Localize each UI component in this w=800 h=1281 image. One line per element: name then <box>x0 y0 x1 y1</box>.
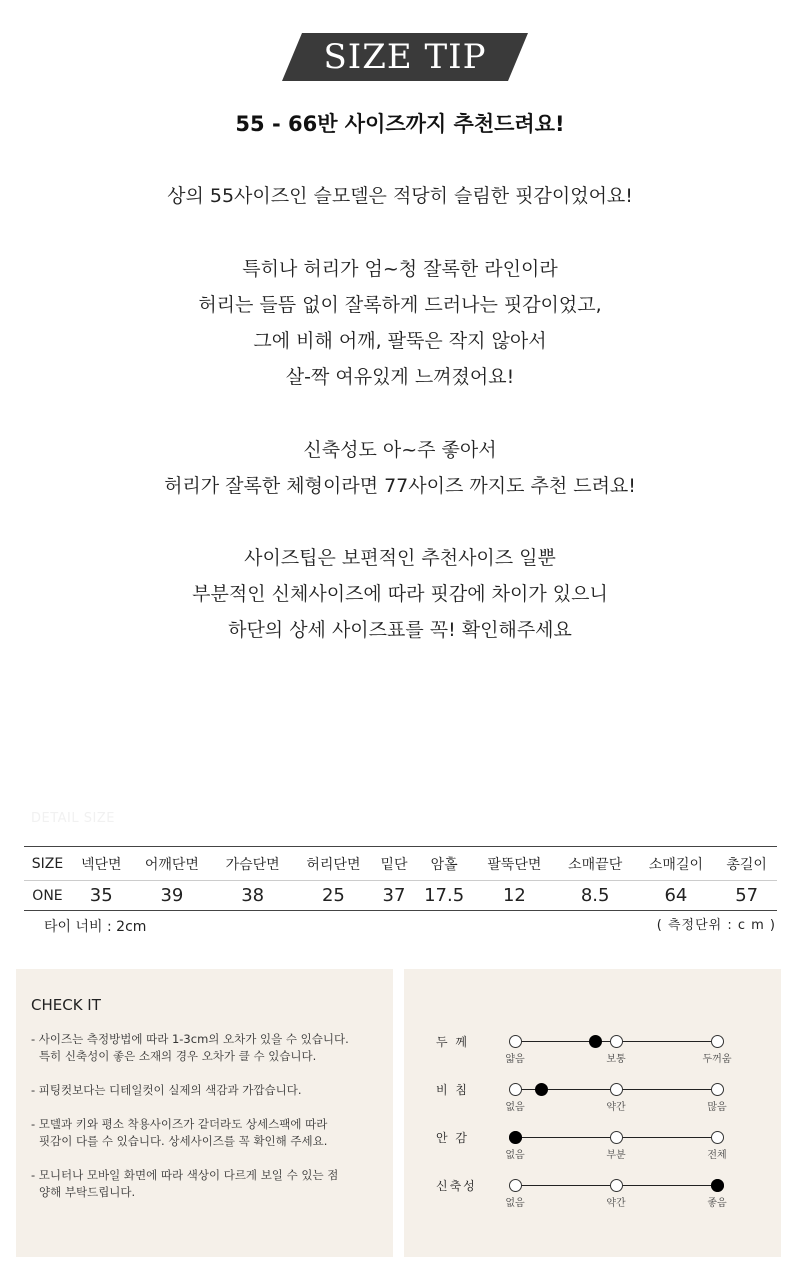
paragraph-line: 부분적인 신체사이즈에 따라 핏감에 차이가 있으니 <box>192 583 608 605</box>
paragraph-line: 상의 55사이즈인 슬모델은 적당히 슬림한 핏감이었어요! <box>167 185 633 207</box>
check-it-item <box>31 1082 381 1099</box>
size-table-header-row <box>24 847 777 881</box>
header-cell: 넥단면 <box>80 856 122 873</box>
check-it-line: - 모델과 키와 평소 착용사이즈가 같더라도 상세스팩에 따라 <box>31 1117 328 1131</box>
header-cell: 밑단 <box>380 856 408 873</box>
paragraph-2 <box>0 251 800 395</box>
fabric-scale-tick-label: 없음 <box>505 1150 525 1161</box>
size-tip-banner <box>282 33 528 81</box>
check-it-item <box>31 1167 381 1201</box>
check-it-line: 핏감이 다를 수 있습니다. 상세사이즈를 꼭 확인해 주세요. <box>39 1134 328 1148</box>
fabric-label-thickness: 두 께 <box>436 1035 469 1049</box>
fabric-scale-stop <box>610 1035 623 1048</box>
fabric-scale-tick-label: 약간 <box>606 1198 626 1209</box>
header-cell: 가슴단면 <box>225 856 280 873</box>
paragraph-line: 사이즈팁은 보편적인 추천사이즈 일뿐 <box>244 547 556 569</box>
tie-width-note: 타이 너비 : 2cm <box>44 919 147 935</box>
fabric-scale-tick-label: 전체 <box>707 1150 727 1161</box>
header-cell: 팔뚝단면 <box>487 856 542 873</box>
table-cell: 39 <box>160 885 184 906</box>
headline: 55 - 66반 사이즈까지 추천드려요! <box>235 112 565 136</box>
table-cell: 38 <box>241 885 265 906</box>
check-it-line: - 피팅컷보다는 디테일컷이 실제의 색감과 가깝습니다. <box>31 1083 302 1097</box>
fabric-scale-stop <box>711 1083 724 1096</box>
paragraph-line: 허리가 잘록한 체형이라면 77사이즈 까지도 추천 드려요! <box>164 475 636 497</box>
fabric-scale-stop <box>711 1131 724 1144</box>
fabric-label-stretch: 신축성 <box>436 1179 477 1193</box>
fabric-scale-tick-label: 약간 <box>606 1102 626 1113</box>
fabric-scale-tick-label: 얇음 <box>505 1054 525 1065</box>
detail-size-label: DETAIL SIZE <box>31 811 115 826</box>
fabric-scale-tick-label: 없음 <box>505 1198 525 1209</box>
paragraph-line: 특히나 허리가 엄~청 잘록한 라인이라 <box>242 258 558 280</box>
fabric-scale-selected-marker <box>509 1131 522 1144</box>
table-row <box>24 881 777 911</box>
banner-title: SIZE TIP <box>323 37 487 77</box>
fabric-label-sheer: 비 침 <box>436 1083 469 1097</box>
header-cell: 어깨단면 <box>144 856 199 873</box>
check-it-line: - 모니터나 모바일 화면에 따라 색상이 다르게 보일 수 있는 점 <box>31 1168 339 1182</box>
paragraph-4 <box>0 540 800 648</box>
paragraph-line: 그에 비해 어깨, 팔뚝은 작지 않아서 <box>253 330 547 352</box>
check-it-line: 양해 부탁드립니다. <box>39 1185 136 1199</box>
check-it-item <box>31 1116 381 1150</box>
paragraph-line: 허리는 들뜸 없이 잘록하게 드러나는 핏감이었고, <box>198 294 602 316</box>
table-cell: 37 <box>382 885 406 906</box>
fabric-scale-stop <box>509 1179 522 1192</box>
table-cell: ONE <box>32 887 63 904</box>
fabric-scale-stop <box>610 1131 623 1144</box>
fabric-scale-stop <box>509 1083 522 1096</box>
fabric-scale-stop <box>509 1035 522 1048</box>
header-cell: SIZE <box>31 855 64 872</box>
table-cell: 17.5 <box>424 885 465 906</box>
fabric-scale-selected-marker <box>589 1035 602 1048</box>
paragraph-line: 하단의 상세 사이즈표를 꼭! 확인해주세요 <box>228 619 572 641</box>
table-cell: 8.5 <box>580 885 610 906</box>
fabric-scale-stop <box>711 1035 724 1048</box>
table-cell: 57 <box>735 885 759 906</box>
check-it-item <box>31 1031 381 1065</box>
fabric-scale-tick-label: 많음 <box>707 1102 727 1113</box>
fabric-scale-selected-marker <box>535 1083 548 1096</box>
fabric-scale-tick-label: 두꺼움 <box>702 1054 732 1065</box>
fabric-scale-tick-label: 좋음 <box>707 1198 727 1209</box>
header-cell: 허리단면 <box>306 856 361 873</box>
fabric-scale-selected-marker <box>711 1179 724 1192</box>
paragraph-1 <box>0 178 800 214</box>
fabric-scale-tick-label: 부분 <box>606 1150 626 1161</box>
check-it-panel <box>16 969 393 1257</box>
header-cell: 암홀 <box>430 856 458 873</box>
fabric-scale-stop <box>610 1083 623 1096</box>
fabric-scale-tick-label: 보통 <box>606 1054 626 1065</box>
table-cell: 64 <box>664 885 688 906</box>
check-it-title: CHECK IT <box>31 996 101 1014</box>
paragraph-line: 살-짝 여유있게 느껴졌어요! <box>285 366 515 388</box>
table-cell: 12 <box>502 885 526 906</box>
paragraph-line: 신축성도 아~주 좋아서 <box>303 439 497 461</box>
header-cell: 소매끝단 <box>568 856 623 873</box>
fabric-label-lining: 안 감 <box>436 1131 469 1145</box>
table-cell: 35 <box>89 885 113 906</box>
size-table <box>24 846 777 911</box>
fabric-info-panel <box>404 969 781 1257</box>
unit-note: ( 측정단위 : c m ) <box>656 918 776 933</box>
fabric-scale-stop <box>610 1179 623 1192</box>
header-cell: 총길이 <box>726 856 767 873</box>
check-it-line: 특히 신축성이 좋은 소재의 경우 오차가 클 수 있습니다. <box>39 1049 317 1063</box>
check-it-line: - 사이즈는 측정방법에 따라 1-3cm의 오차가 있을 수 있습니다. <box>31 1032 349 1046</box>
table-cell: 25 <box>321 885 345 906</box>
fabric-scale-tick-label: 없음 <box>505 1102 525 1113</box>
header-cell: 소매길이 <box>648 856 703 873</box>
paragraph-3 <box>0 432 800 504</box>
